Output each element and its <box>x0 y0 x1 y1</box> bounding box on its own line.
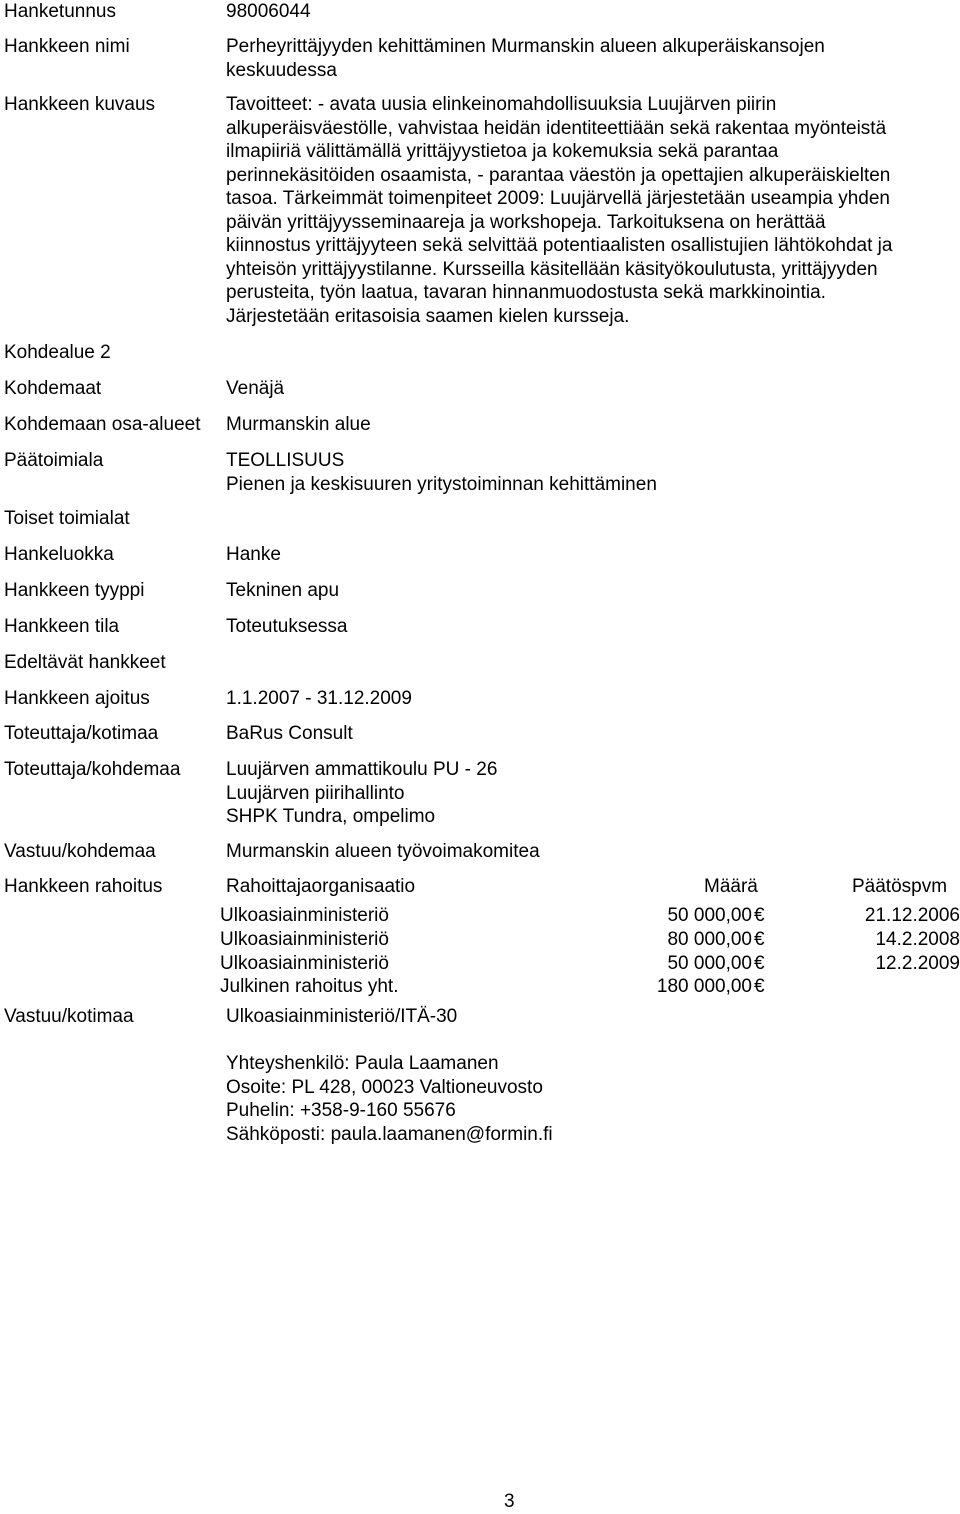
toteuttaja-line: SHPK Tundra, ompelimo <box>226 806 436 827</box>
contact-phone: Puhelin: +358-9-160 55676 <box>226 1100 456 1121</box>
euro-sign: € <box>754 905 765 926</box>
contact-address: Osoite: PL 428, 00023 Valtioneuvosto <box>226 1076 543 1098</box>
rahoitus-date: 14.2.2008 <box>875 929 960 950</box>
rahoitus-amount: 50 000,00 <box>667 905 752 926</box>
kuvaus-line: perinnekäsitöiden osaamista, - parantaa väestön ja opettajien alkuperäiskielten <box>226 164 891 186</box>
rahoitus-org: Ulkoasiainministeriö <box>220 953 389 974</box>
rahoitus-date: 21.12.2006 <box>864 905 960 926</box>
value-hanketunnus: 98006044 <box>226 1 311 22</box>
kuvaus-line: Järjestetään eritasoisia saamen kielen kursseja. <box>226 305 630 327</box>
header-rahoittajaorganisaatio: Rahoittajaorganisaatio <box>226 876 416 897</box>
contact-block <box>226 1052 553 1146</box>
label-hankkeen-tyyppi: Hankkeen tyyppi <box>4 580 145 601</box>
page-number: 3 <box>504 1491 515 1512</box>
label-hankeluokka: Hankeluokka <box>4 544 114 565</box>
value-toteuttaja-kotimaa: BaRus Consult <box>226 723 353 744</box>
label-paatoimiala: Päätoimiala <box>4 450 104 471</box>
rahoitus-org: Ulkoasiainministeriö <box>220 905 389 926</box>
paatoimiala-line: Pienen ja keskisuuren yritystoiminnan kehittäminen <box>226 473 657 495</box>
label-hankkeen-tila: Hankkeen tila <box>4 616 120 637</box>
kuvaus-line: ilmapiiriä välittämällä yrittäjyystietoa ja kokemuksia sekä parantaa <box>226 141 779 162</box>
value-paatoimiala <box>226 449 657 496</box>
nimi-line: Perheyrittäjyyden kehittäminen Murmanskin alueen alkuperäiskansojen <box>226 36 825 57</box>
toteuttaja-line: Luujärven ammattikoulu PU - 26 <box>226 759 498 780</box>
value-hankkeen-nimi <box>226 35 825 82</box>
value-osa-alueet: Murmanskin alue <box>226 414 371 435</box>
kuvaus-line: yhteisön yrittäjyystilanne. Kursseilla käsitellään käsityökoulutusta, yrittäjyyden <box>226 258 878 280</box>
nimi-line: keskuudessa <box>226 59 337 81</box>
label-toiset-toimialat: Toiset toimialat <box>4 508 130 529</box>
rahoitus-total-label: Julkinen rahoitus yht. <box>220 976 399 997</box>
rahoitus-date: 12.2.2009 <box>875 953 960 974</box>
value-hankkeen-tila: Toteutuksessa <box>226 616 348 637</box>
value-toteuttaja-kohdemaa <box>226 758 497 829</box>
label-toteuttaja-kohdemaa: Toteuttaja/kohdemaa <box>4 759 181 780</box>
label-hankkeen-ajoitus: Hankkeen ajoitus <box>4 688 150 709</box>
value-hankeluokka: Hanke <box>226 544 281 565</box>
paatoimiala-line: TEOLLISUUS <box>226 450 345 471</box>
euro-sign: € <box>754 953 765 974</box>
value-kohdemaat: Venäjä <box>226 378 285 399</box>
label-kohdemaat: Kohdemaat <box>4 378 102 399</box>
rahoitus-amount: 50 000,00 <box>667 953 752 974</box>
header-maara: Määrä <box>704 876 758 897</box>
label-vastuu-kohdemaa: Vastuu/kohdemaa <box>4 841 156 862</box>
label-edeltavat-hankkeet: Edeltävät hankkeet <box>4 652 166 673</box>
contact-email: Sähköposti: paula.laamanen@formin.fi <box>226 1123 553 1145</box>
label-hankkeen-rahoitus: Hankkeen rahoitus <box>4 876 163 897</box>
value-hankkeen-ajoitus: 1.1.2007 - 31.12.2009 <box>226 688 412 709</box>
label-hanketunnus: Hanketunnus <box>4 1 116 22</box>
euro-sign: € <box>754 929 765 950</box>
kuvaus-line: kiinnostus yrittäjyyteen sekä selvittää potentiaalisten osallistujien lähtökohdat ja <box>226 235 893 256</box>
rahoitus-org: Ulkoasiainministeriö <box>220 929 389 950</box>
kuvaus-line: tasoa. Tärkeimmät toimenpiteet 2009: Luujärvellä järjestetään useampia yhden <box>226 188 890 209</box>
kuvaus-line: Tavoitteet: - avata uusia elinkeinomahdollisuuksia Luujärven piirin <box>226 94 777 115</box>
euro-sign: € <box>754 976 765 997</box>
toteuttaja-line: Luujärven piirihallinto <box>226 782 405 804</box>
label-hankkeen-nimi: Hankkeen nimi <box>4 36 130 57</box>
header-paatospvm: Päätöspvm <box>852 876 948 897</box>
label-kohdealue: Kohdealue 2 <box>4 342 111 363</box>
value-vastuu-kotimaa: Ulkoasiainministeriö/ITÄ-30 <box>226 1006 458 1027</box>
label-osa-alueet: Kohdemaan osa-alueet <box>4 414 201 435</box>
value-hankkeen-tyyppi: Tekninen apu <box>226 580 340 601</box>
label-toteuttaja-kotimaa: Toteuttaja/kotimaa <box>4 723 159 744</box>
contact-person: Yhteyshenkilö: Paula Laamanen <box>226 1053 499 1074</box>
label-vastuu-kotimaa: Vastuu/kotimaa <box>4 1006 134 1027</box>
rahoitus-amount: 80 000,00 <box>667 929 752 950</box>
rahoitus-total-amount: 180 000,00 <box>656 976 752 997</box>
kuvaus-line: alkuperäisväestölle, vahvistaa heidän identiteettiään sekä rakentaa myönteistä <box>226 117 887 139</box>
kuvaus-line: perusteita, työn laatua, tavaran hinnanmuodostusta sekä markkinointia. <box>226 282 826 303</box>
value-vastuu-kohdemaa: Murmanskin alueen työvoimakomitea <box>226 841 540 862</box>
label-hankkeen-kuvaus: Hankkeen kuvaus <box>4 94 156 115</box>
kuvaus-line: päivän yrittäjyysseminaareja ja workshopeja. Tarkoituksena on herättää <box>226 211 826 233</box>
value-hankkeen-kuvaus <box>226 93 956 328</box>
